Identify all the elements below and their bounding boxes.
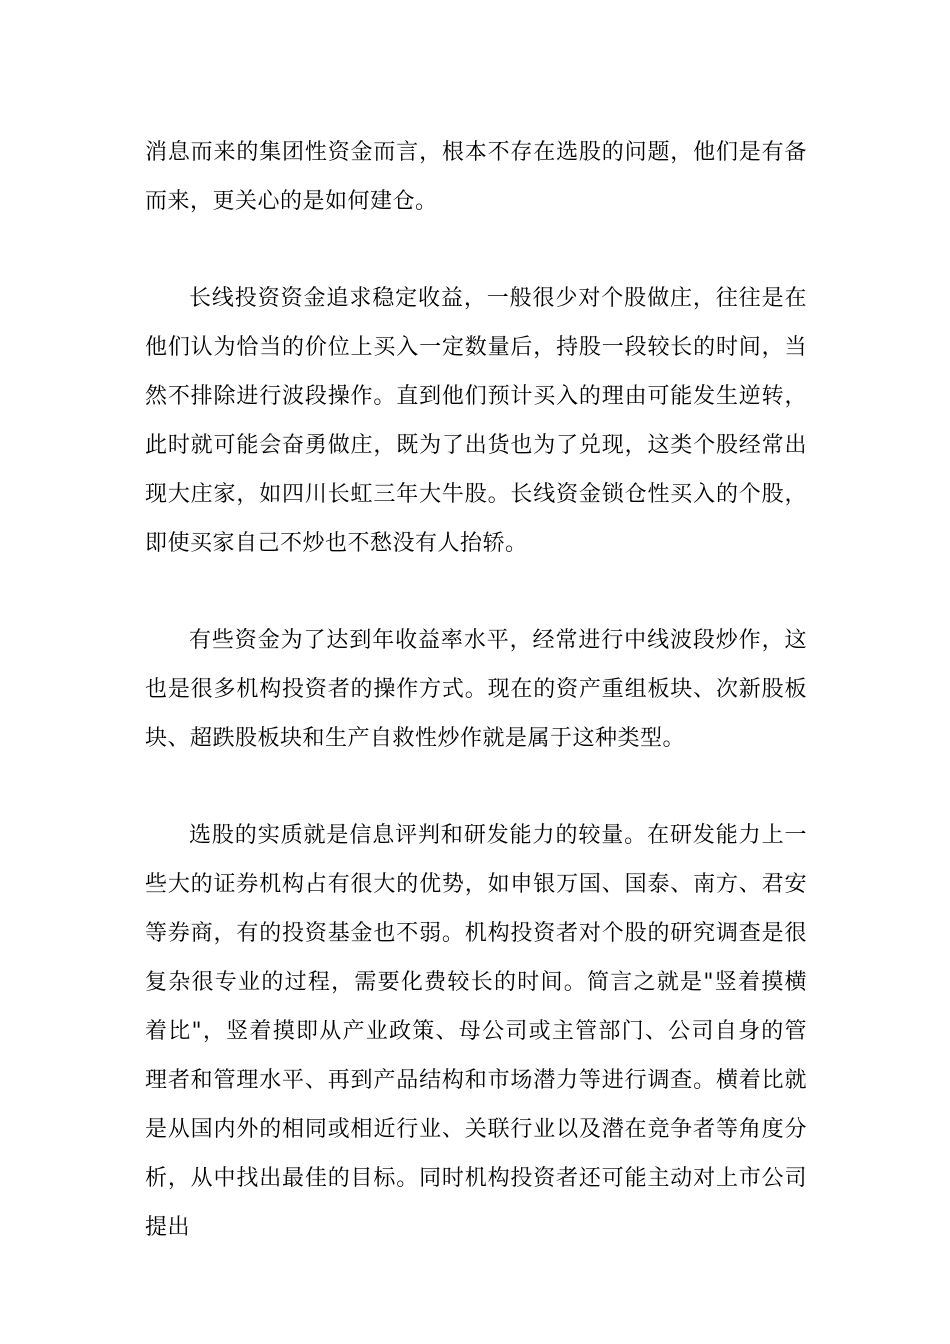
paragraph-4: 选股的实质就是信息评判和研发能力的较量。在研发能力上一些大的证券机构占有很大的优势，如申银万国、国泰、南方、君安等券商，有的投资基金也不弱。机构投资者对个股的研究调查是很复杂很专业的过程，需要化费较长的时间。简言之就是"竖着摸横着比"，竖着摸即从产业政策、母公司或主管部门、公司自身的管理者和管理水平、再到产品结构和市场潜力等进行调查。横着比就是从国内外的相同或相近行业、关联行业以及潜在竞争者等角度分析，从中找出最佳的目标。同时机构投资者还可能主动对上市公司提出 bbox=[145, 823, 807, 1240]
document-body bbox=[145, 128, 807, 1300]
paragraph-2: 长线投资资金追求稳定收益，一般很少对个股做庄，往往是在他们认为恰当的价位上买入一定数量后，持股一段较长的时间，当然不排除进行波段操作。直到他们预计买入的理由可能发生逆转，此时就可能会奋勇做庄，既为了出货也为了兑现，这类个股经常出现大庄家，如四川长虹三年大牛股。长线资金锁仓性买入的个股，即使买家自己不炒也不愁没有人抬轿。 bbox=[145, 286, 807, 556]
paragraph-3: 有些资金为了达到年收益率水平，经常进行中线波段炒作，这也是很多机构投资者的操作方式。现在的资产重组板块、次新股板块、超跌股板块和生产自救性炒作就是属于这种类型。 bbox=[145, 628, 807, 751]
paragraph-1: 消息而来的集团性资金而言，根本不存在选股的问题，他们是有备而来，更关心的是如何建仓。 bbox=[145, 140, 807, 214]
